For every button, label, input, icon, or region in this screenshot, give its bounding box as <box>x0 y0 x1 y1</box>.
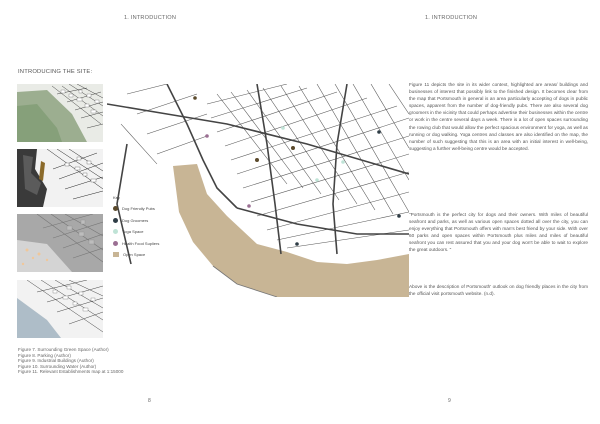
left-page-header: 1. INTRODUCTION <box>124 15 177 21</box>
map-key-item-dog-groomers <box>113 215 159 227</box>
map-key-item-yoga-space <box>113 226 159 238</box>
caption-figure-8: Figure 8. Parking (Author) <box>18 352 71 358</box>
right-page-number: 9 <box>448 398 451 404</box>
yoga-space-swatch-icon <box>113 229 118 234</box>
caption-figure-11: Figure 11. Relevant Establishments map at 1:15000 <box>18 369 124 375</box>
figure-7-green-space-image <box>17 84 103 142</box>
open-space-swatch-icon <box>113 252 119 257</box>
right-page-header: 1. INTRODUCTION <box>425 15 478 21</box>
section-subheading: INTRODUCING THE SITE: <box>18 69 93 75</box>
figure-9-industrial-buildings-image <box>17 214 103 272</box>
caption-figure-7: Figure 7. Surrounding Green Space (Author) <box>18 347 109 352</box>
map-key-label: Dog Friendly Pubs <box>122 206 155 212</box>
health-food-swatch-icon <box>113 241 118 246</box>
figure-8-parking-image <box>17 149 103 207</box>
map-key-label: Open Space <box>123 252 146 258</box>
paragraph-quote: "Portsmouth is the perfect city for dogs and their owners. With miles of beautiful seafront and parks, as well as various open spaces dotted all over the city, you can enjoy everything that Portsmouth offers with man's best friend by your side. With over 60 parks and open spaces within Portsmouth plus miles and miles of beautiful seafront you can rest assured that you and your dog won't be able to wait to explore the great outdoors. " <box>409 212 588 253</box>
map-key-item-health-food <box>113 238 159 250</box>
figure-10-water-image <box>17 280 103 338</box>
map-key-label: Yoga Space <box>122 229 144 235</box>
map-key-item-dog-friendly-pubs <box>113 203 159 215</box>
left-page-number: 8 <box>148 398 151 404</box>
caption-figure-9: Figure 9. Industrial Buildings (Author) <box>18 358 94 364</box>
map-key-label: Dog Groomers <box>122 217 149 223</box>
dog-groomers-swatch-icon <box>113 218 118 223</box>
caption-figure-10: Figure 10. Surrounding Water (Author) <box>18 363 97 369</box>
paragraph-source-note: Above is the description of Portsmouth' outlook on dog friendly places in the city from the official visit portsmouth website. (n.d). <box>409 284 588 297</box>
map-key-item-open-space <box>113 249 159 261</box>
map-key <box>113 195 159 261</box>
map-key-title: Key <box>113 195 120 200</box>
map-key-label: Health Food Supliers <box>122 240 160 246</box>
dog-friendly-pubs-swatch-icon <box>113 206 118 211</box>
figure-captions <box>18 347 123 375</box>
paragraph-map-description: Figure 11 depicts the site in its wider context, highlighted are areas/ buildings and businesses of interest that possibly link to the finished design. It becomes clear from the map that Portsmouth in general is an area particularly accepting of dogs in public spaces, apparent from the number of dog-friendly pubs. There are also several dog groomers in the vicinity that could perhaps advertise their businesses within the centre or work in the centre several days a week. There is a lot of open spaces surrounding the rowing club that would allow the perfect spacious environment for yoga, as well as running or dog walking. Yoga centres and classes are also identified on the map, the number of such suggesting that this is an area with an initial interest in well-being, suggesting a further well-being centre would be accepted. <box>409 82 588 151</box>
